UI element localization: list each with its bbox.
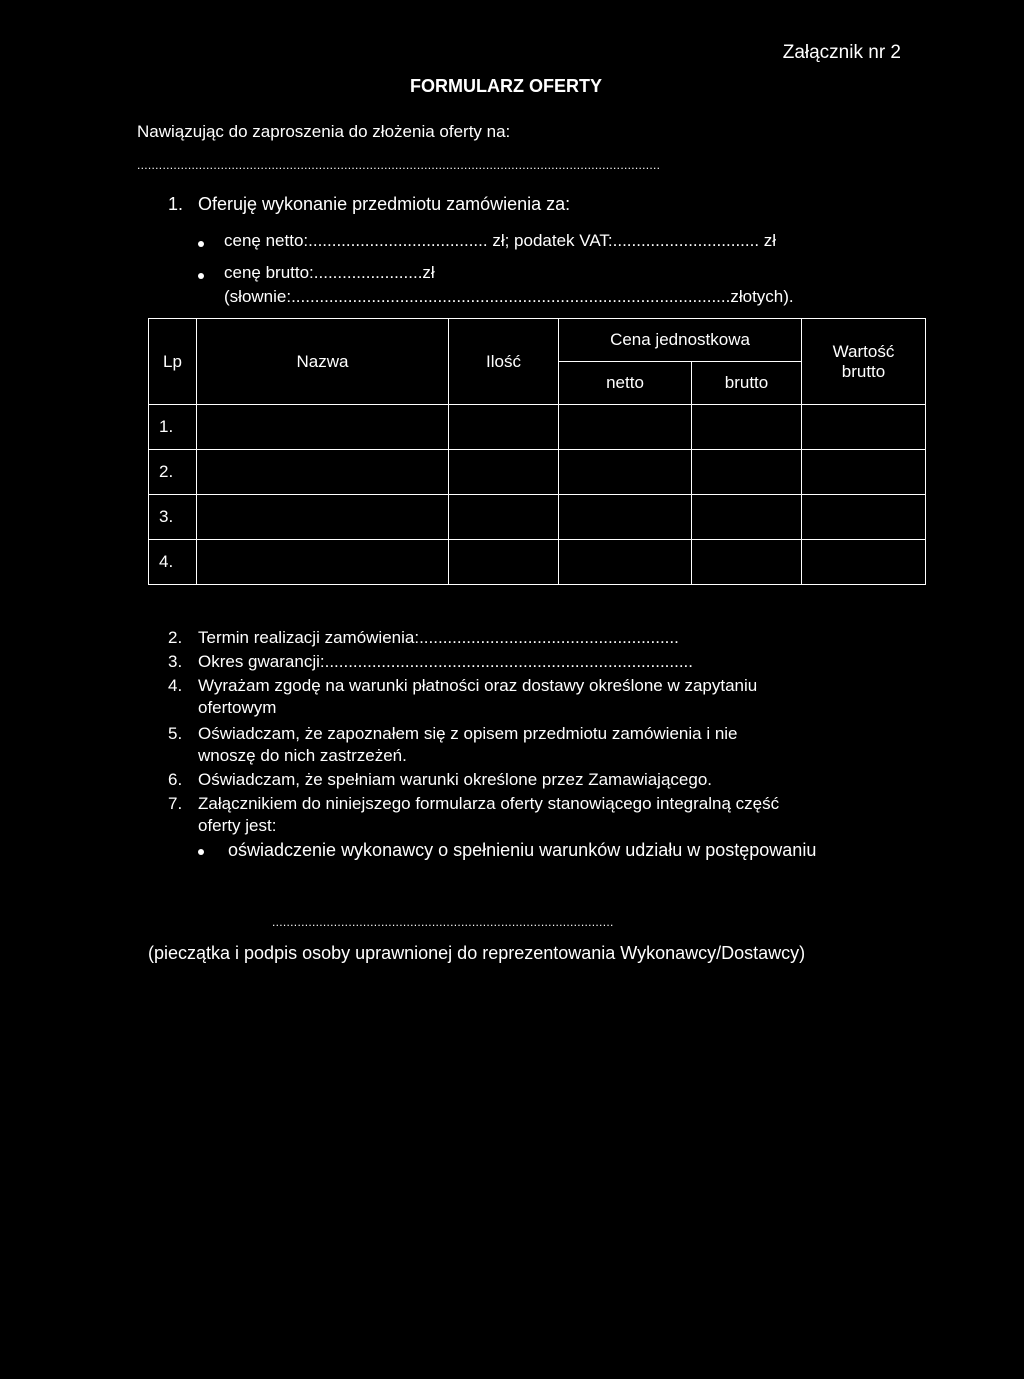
net-price-cell[interactable] [559, 495, 692, 540]
gross-price-line: cenę brutto:.......................zł [224, 263, 435, 282]
row-number: 1. [149, 405, 197, 450]
conditions-statement: Oświadczam, że spełniam warunki określone przez Zamawiającego. [198, 770, 712, 789]
warranty-line: Okres gwarancji:.............................................................................. [198, 652, 694, 671]
item-number: 4. [168, 676, 183, 695]
row-number: 4. [149, 540, 197, 585]
quantity-cell[interactable] [449, 450, 559, 495]
header-net: netto [559, 362, 692, 405]
attachments-line1: Załącznikiem do niniejszego formularza oferty stanowiącego integralną część [198, 794, 780, 813]
value-cell[interactable] [802, 450, 926, 495]
intro-text: Nawiązując do zaproszenia do złożenia oferty na: [137, 122, 511, 141]
name-cell[interactable] [197, 405, 449, 450]
subject-dotted-line: ................................................................................................................................................ [137, 158, 661, 172]
offer-table [148, 318, 926, 585]
gross-price-cell[interactable] [692, 540, 802, 585]
signature-dotted-line: .............................................................................................. [272, 915, 614, 929]
value-cell[interactable] [802, 405, 926, 450]
table-row [149, 405, 926, 450]
name-cell[interactable] [197, 450, 449, 495]
delivery-term-line: Termin realizacji zamówienia:....................................................... [198, 628, 679, 647]
item-number: 2. [168, 628, 183, 647]
attachment-item: oświadczenie wykonawcy o spełnieniu warunków udziału w postępowaniu [228, 840, 817, 860]
attachments-line2: oferty jest: [198, 816, 277, 835]
header-lp: Lp [149, 319, 197, 405]
item-number: 6. [168, 770, 183, 789]
value-cell[interactable] [802, 495, 926, 540]
gross-price-cell[interactable] [692, 495, 802, 540]
payment-consent-line2: ofertowym [198, 698, 277, 717]
quantity-cell[interactable] [449, 405, 559, 450]
name-cell[interactable] [197, 495, 449, 540]
header-value-line1: Wartość [832, 341, 895, 361]
bullet-icon [198, 849, 204, 855]
section1-number: 1. [168, 194, 184, 214]
gross-in-words-line: (słownie:.............................................................................................złotych). [224, 287, 794, 306]
form-title: FORMULARZ OFERTY [410, 76, 602, 96]
header-gross: brutto [692, 362, 802, 405]
bullet-icon [198, 241, 204, 247]
bullet-icon [198, 273, 204, 279]
header-unit-price: Cena jednostkowa [559, 319, 802, 362]
section1-text: Oferuję wykonanie przedmiotu zamówienia za: [198, 194, 571, 214]
table-row [149, 450, 926, 495]
item-number: 3. [168, 652, 183, 671]
gross-price-cell[interactable] [692, 450, 802, 495]
header-quantity: Ilość [449, 319, 559, 405]
acknowledgement-line1: Oświadczam, że zapoznałem się z opisem przedmiotu zamówienia i nie [198, 724, 738, 743]
header-name: Nazwa [197, 319, 449, 405]
row-number: 3. [149, 495, 197, 540]
net-price-line: cenę netto:...................................... zł; podatek VAT:............................... zł [224, 231, 777, 250]
net-price-cell[interactable] [559, 540, 692, 585]
payment-consent-line1: Wyrażam zgodę na warunki płatności oraz dostawy określone w zapytaniu [198, 676, 758, 695]
item-number: 5. [168, 724, 183, 743]
gross-price-cell[interactable] [692, 405, 802, 450]
signature-caption: (pieczątka i podpis osoby uprawnionej do reprezentowania Wykonawcy/Dostawcy) [148, 943, 806, 963]
acknowledgement-line2: wnoszę do nich zastrzeżeń. [198, 746, 407, 765]
net-price-cell[interactable] [559, 450, 692, 495]
name-cell[interactable] [197, 540, 449, 585]
row-number: 2. [149, 450, 197, 495]
header-value [802, 319, 926, 405]
attachment-label: Załącznik nr 2 [782, 42, 901, 63]
item-number: 7. [168, 794, 183, 813]
table-row [149, 540, 926, 585]
value-cell[interactable] [802, 540, 926, 585]
quantity-cell[interactable] [449, 540, 559, 585]
net-price-cell[interactable] [559, 405, 692, 450]
quantity-cell[interactable] [449, 495, 559, 540]
header-value-line2: brutto [841, 361, 886, 381]
table-row [149, 495, 926, 540]
